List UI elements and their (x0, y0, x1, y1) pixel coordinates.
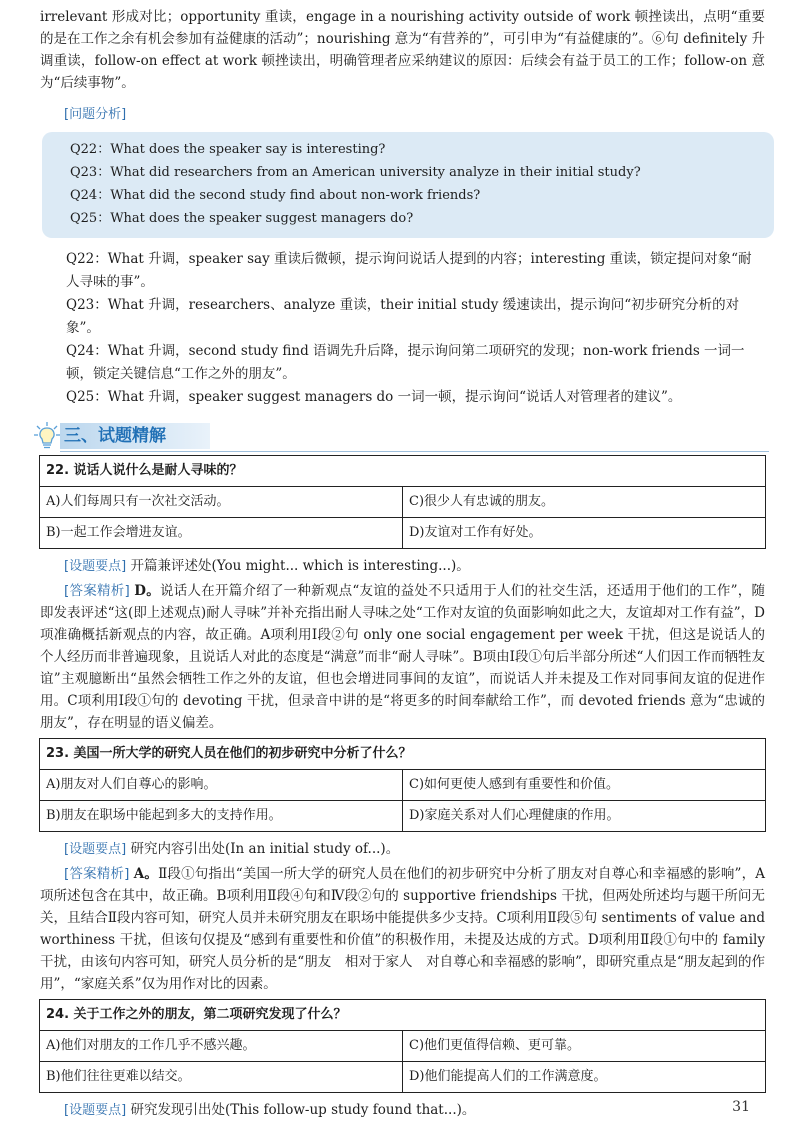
lightbulb-icon (34, 421, 60, 458)
answer-text: Ⅱ段①句指出“美国一所大学的研究人员在他们的初步研究中分析了朋友对自尊心和幸福感的影响”，A项所述包含在其中，故正确。B项利用Ⅱ段④句和Ⅳ段②句的 supportive friendships 干扰，但两处所述均与题干所问无关，且结合Ⅱ段内容可知，研究人员并未研究朋友在职场中能提供多少支持。C项利用Ⅱ段⑤句 sentiments of value and worthiness 干扰，但该句仅提及“感到有重要性和价值”的积极作用，未提及达成的方式。D项利用Ⅱ段①句中的 family 干扰，由该句内容可知，研究人员分析的是“朋友 相对于家人 对自尊心和幸福感的影响”，即研究重点是“朋友起到的作用”，“家庭关系”仅为用作对比的因素。 (40, 866, 765, 992)
question-point (64, 838, 765, 861)
preview-question: Q25：What does the speaker suggest managers do? (70, 211, 414, 226)
option-c: C)如何更使人感到有重要性和价值。 (403, 770, 766, 801)
option-a: A)他们对朋友的工作几乎不感兴趣。 (40, 1031, 403, 1062)
option-d: D)家庭关系对人们心理健康的作用。 (403, 801, 766, 832)
analysis-item (66, 386, 765, 409)
preview-question: Q22：What does the speaker say is interesting? (70, 142, 386, 157)
question-text: 24. 关于工作之外的朋友，第二项研究发现了什么？ (40, 1000, 766, 1031)
option-a: A)人们每周只有一次社交活动。 (40, 487, 403, 518)
answer-label: [答案精析] (64, 866, 130, 882)
analysis-lead: Q23： (66, 297, 108, 313)
option-d: D)他们能提高人们的工作满意度。 (403, 1062, 766, 1093)
section-header (40, 419, 765, 455)
option-c: C)很少人有忠诚的朋友。 (403, 487, 766, 518)
analysis-item (66, 294, 765, 340)
analysis-lead: Q22： (66, 251, 108, 267)
question-text: 22. 说话人说什么是耐人寻味的？ (40, 456, 766, 487)
preview-question: Q23：What did researchers from an American university analyze in their initial study? (70, 165, 641, 180)
analysis-heading: [问题分析] (64, 107, 127, 122)
point-text: 开篇兼评述处(You might... which is interesting...)。 (130, 558, 470, 574)
analysis-text: What 升调，researchers、analyze 重读，their initial study 缓速读出，提示询问“初步研究分析的对象”。 (66, 297, 740, 336)
point-label: [设题要点] (64, 842, 127, 857)
point-label: [设题要点] (64, 559, 127, 574)
analysis-text: What 升调，speaker say 重读后微顿，提示询问说话人提到的内容；interesting 重读，锁定提问对象“耐人寻味的事”。 (66, 251, 752, 290)
option-a: A)朋友对人们自尊心的影响。 (40, 770, 403, 801)
preview-question: Q24：What did the second study find about non-work friends? (70, 188, 481, 203)
question-table (39, 455, 766, 549)
question-table (39, 738, 766, 832)
answer-explanation (40, 580, 765, 734)
answer-label: [答案精析] (64, 583, 130, 599)
analysis-lead: Q24： (66, 343, 108, 359)
question-point (64, 1099, 765, 1122)
option-c: C)他们更值得信赖、更可靠。 (403, 1031, 766, 1062)
analysis-item (66, 340, 765, 386)
point-label: [设题要点] (64, 1103, 127, 1118)
page-content (40, 6, 765, 1124)
answer-text: 说话人在开篇介绍了一种新观点“友谊的益处不只适用于人们的社交生活，还适用于他们的工作”，随即发表评述“这(即上述观点)耐人寻味”并补充指出耐人寻味之处“工作对友谊的负面影响如此之大，友谊却对工作有益”，D项准确概括新观点的内容，故正确。A项利用Ⅰ段②句 only one social engagement per week 干扰，但这是说话人的个人经历而非普遍现象，且说话人对此的态度是“满意”而非“耐人寻味”。B项由Ⅰ段①句后半部分所述“人们因工作而牺牲友谊”主观臆断出“虽然会牺牲工作之外的友谊，但也会增进同事间的友谊”，而说话人并未提及工作对同事间友谊的促进作用。C项利用Ⅰ段①句的 devoting 干扰，但录音中讲的是“将更多的时间奉献给工作”，而 devoted friends 意为“忠诚的朋友”，存在明显的语义偏差。 (40, 583, 765, 731)
answer-letter: D。 (134, 583, 160, 599)
question-table (39, 999, 766, 1093)
point-text: 研究发现引出处(This follow-up study found that...)。 (130, 1102, 476, 1118)
option-b: B)朋友在职场中能起到多大的支持作用。 (40, 801, 403, 832)
section-divider (60, 451, 769, 452)
option-d: D)友谊对工作有好处。 (403, 518, 766, 549)
intro-paragraph: irrelevant 形成对比；opportunity 重读，engage in a nourishing activity outside of work 顿挫读出，点明“重要的是在工作之余有机会参加有益健康的活动”；nourishing 意为“有营养的”，可引申为“有益健康的”。⑥句 definitely 升调重读，follow-on effect at work 顿挫读出，明确管理者应采纳建议的原因：后续会有益于员工的工作；follow-on 意为“后续事物”。 (40, 9, 765, 91)
question-text: 23. 美国一所大学的研究人员在他们的初步研究中分析了什么？ (40, 739, 766, 770)
option-b: B)一起工作会增进友谊。 (40, 518, 403, 549)
page-number: 31 (732, 1099, 750, 1115)
analysis-item (66, 248, 765, 294)
point-text: 研究内容引出处(In an initial study of...)。 (130, 841, 400, 857)
question-preview-box (42, 132, 774, 238)
answer-explanation (40, 863, 765, 995)
option-b: B)他们往往更难以结交。 (40, 1062, 403, 1093)
answer-letter: A。 (133, 866, 159, 882)
analysis-list (40, 248, 765, 409)
question-point (64, 555, 765, 578)
section-title: 三、试题精解 (64, 426, 166, 446)
analysis-text: What 升调，second study find 语调先升后降，提示询问第二项研究的发现；non-work friends 一词一顿，锁定关键信息“工作之外的朋友”。 (66, 343, 745, 382)
analysis-text: What 升调，speaker suggest managers do 一词一顿，提示询问“说话人对管理者的建议”。 (107, 389, 682, 405)
analysis-lead: Q25： (66, 389, 108, 405)
